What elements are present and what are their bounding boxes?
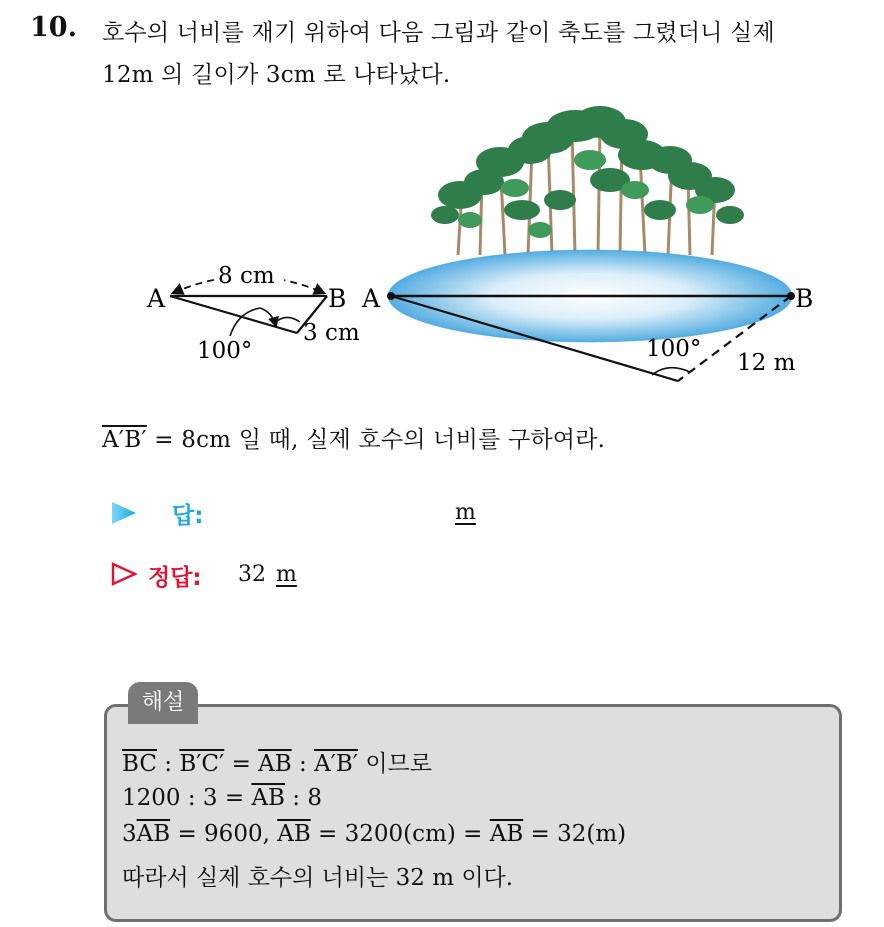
question-text-line1: 호수의 너비를 재기 위하여 다음 그림과 같이 축도를 그렸더니 실제 (102, 20, 775, 46)
correct-answer-value: 32 (238, 562, 266, 587)
small-label-a: A (147, 284, 166, 313)
correct-answer-unit: m (276, 562, 297, 587)
correct-answer-label: 정답: (148, 565, 202, 591)
segment-a-prime-b-prime: A′B′ (102, 427, 147, 453)
large-side-length: 12 m (737, 350, 796, 376)
correct-arrow-icon (110, 561, 138, 587)
answer-unit: m (455, 500, 476, 525)
large-angle: 100° (646, 336, 702, 362)
question-condition (102, 421, 605, 454)
solution-line1: $\overline{BC}$ : $B'C' = \overline{AB}$ : A′B′ 이므로 (122, 751, 432, 777)
large-label-a: A (362, 284, 381, 313)
scale-triangle (146, 260, 360, 364)
condition-text: = 8cm 일 때, 실제 호수의 너비를 구하여라. (146, 427, 606, 453)
answer-arrow-icon (110, 500, 138, 526)
answer-label: 답: (172, 503, 204, 529)
solution-tab: 해설 (128, 682, 198, 724)
trees-illustration (431, 106, 744, 255)
solution-line4: 따라서 실제 호수의 너비는 32 m 이다. (122, 865, 514, 891)
lake-scale-figure (0, 100, 884, 400)
question-text-line2: 12m 의 길이가 3cm 로 나타났다. (102, 62, 451, 88)
small-top-length: 8 cm (218, 263, 275, 289)
solution-line3: $3\overline{AB} = 9600$, $\overline{AB} = 3200(cm) = \overline{AB} = 32(m)$ (122, 821, 627, 847)
large-label-b: B (795, 284, 814, 313)
small-side-length: 3 cm (303, 320, 360, 346)
question-number: 10. (30, 12, 77, 43)
solution-line2: 1200 : $3 = \overline{AB}$ : 8 (122, 785, 322, 811)
small-angle: 100° (197, 338, 253, 364)
small-label-b: B (328, 284, 347, 313)
